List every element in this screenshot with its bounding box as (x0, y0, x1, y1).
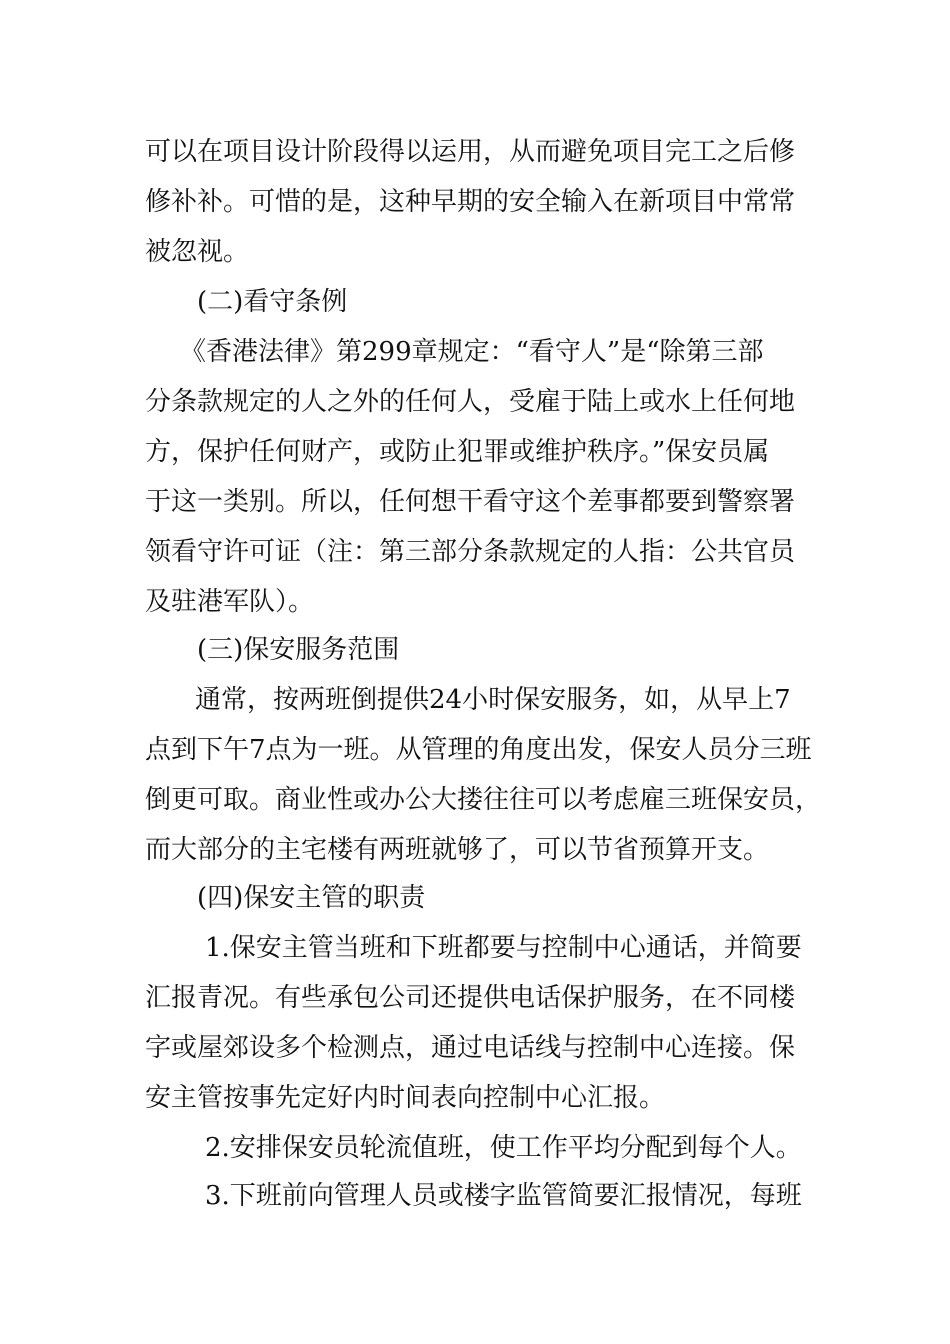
paragraph-line: 被忽视。 (145, 237, 250, 267)
paragraph-line: 可以在项目设计阶段得以运用，从而避免项目完工之后修 (145, 137, 796, 167)
paragraph-line: 修补补。可惜的是，这种早期的安全输入在新项目中常常 (145, 187, 796, 217)
list-item-line: 1.保安主管当班和下班都要与控制中心通话，并简要 (205, 933, 802, 963)
paragraph-line: 安主管按事先定好内时间表向控制中心汇报。 (145, 1083, 666, 1113)
paragraph-line: 方，保护任何财产，或防止犯罪或维护秩序。”保安员属 (145, 437, 770, 467)
section-heading: (四)保安主管的职责 (197, 883, 426, 913)
paragraph-line: 及驻港军队）。 (145, 587, 315, 617)
paragraph-line: 于这一类别。所以，任何想干看守这个差事都要到警察署 (145, 487, 796, 517)
paragraph-line: 字或屋郊设多个检测点，通过电话线与控制中心连接。保 (145, 1033, 796, 1063)
list-item-line: 3.下班前向管理人员或楼字监管简要汇报情况，每班 (205, 1181, 802, 1211)
paragraph-line: 领看守许可证（注：第三部分条款规定的人指：公共官员 (145, 537, 796, 567)
paragraph-line: 汇报青况。有些承包公司还提供电话保护服务，在不同楼 (145, 983, 796, 1013)
paragraph-line: 倒更可取。商业性或办公大搂往往可以考虑雇三班保安员， (145, 785, 822, 815)
list-item-line: 2.安排保安员轮流值班，使工作平均分配到每个人。 (205, 1133, 802, 1163)
paragraph-line: 通常，按两班倒提供24小时保安服务，如，从早上7 (195, 685, 791, 715)
paragraph-line: 而大部分的主宅楼有两班就够了，可以节省预算开支。 (145, 835, 770, 865)
paragraph-line: 分条款规定的人之外的任何人，受雇于陆上或水上任何地 (145, 387, 796, 417)
section-heading: (三)保安服务范围 (197, 635, 400, 665)
paragraph-line: 《香港法律》第299章规定：“看守人”是“除第三部 (180, 337, 764, 367)
section-heading: (二)看守条例 (197, 287, 348, 317)
paragraph-line: 点到下午7点为一班。从管理的角度出发，保安人员分三班 (145, 735, 812, 765)
